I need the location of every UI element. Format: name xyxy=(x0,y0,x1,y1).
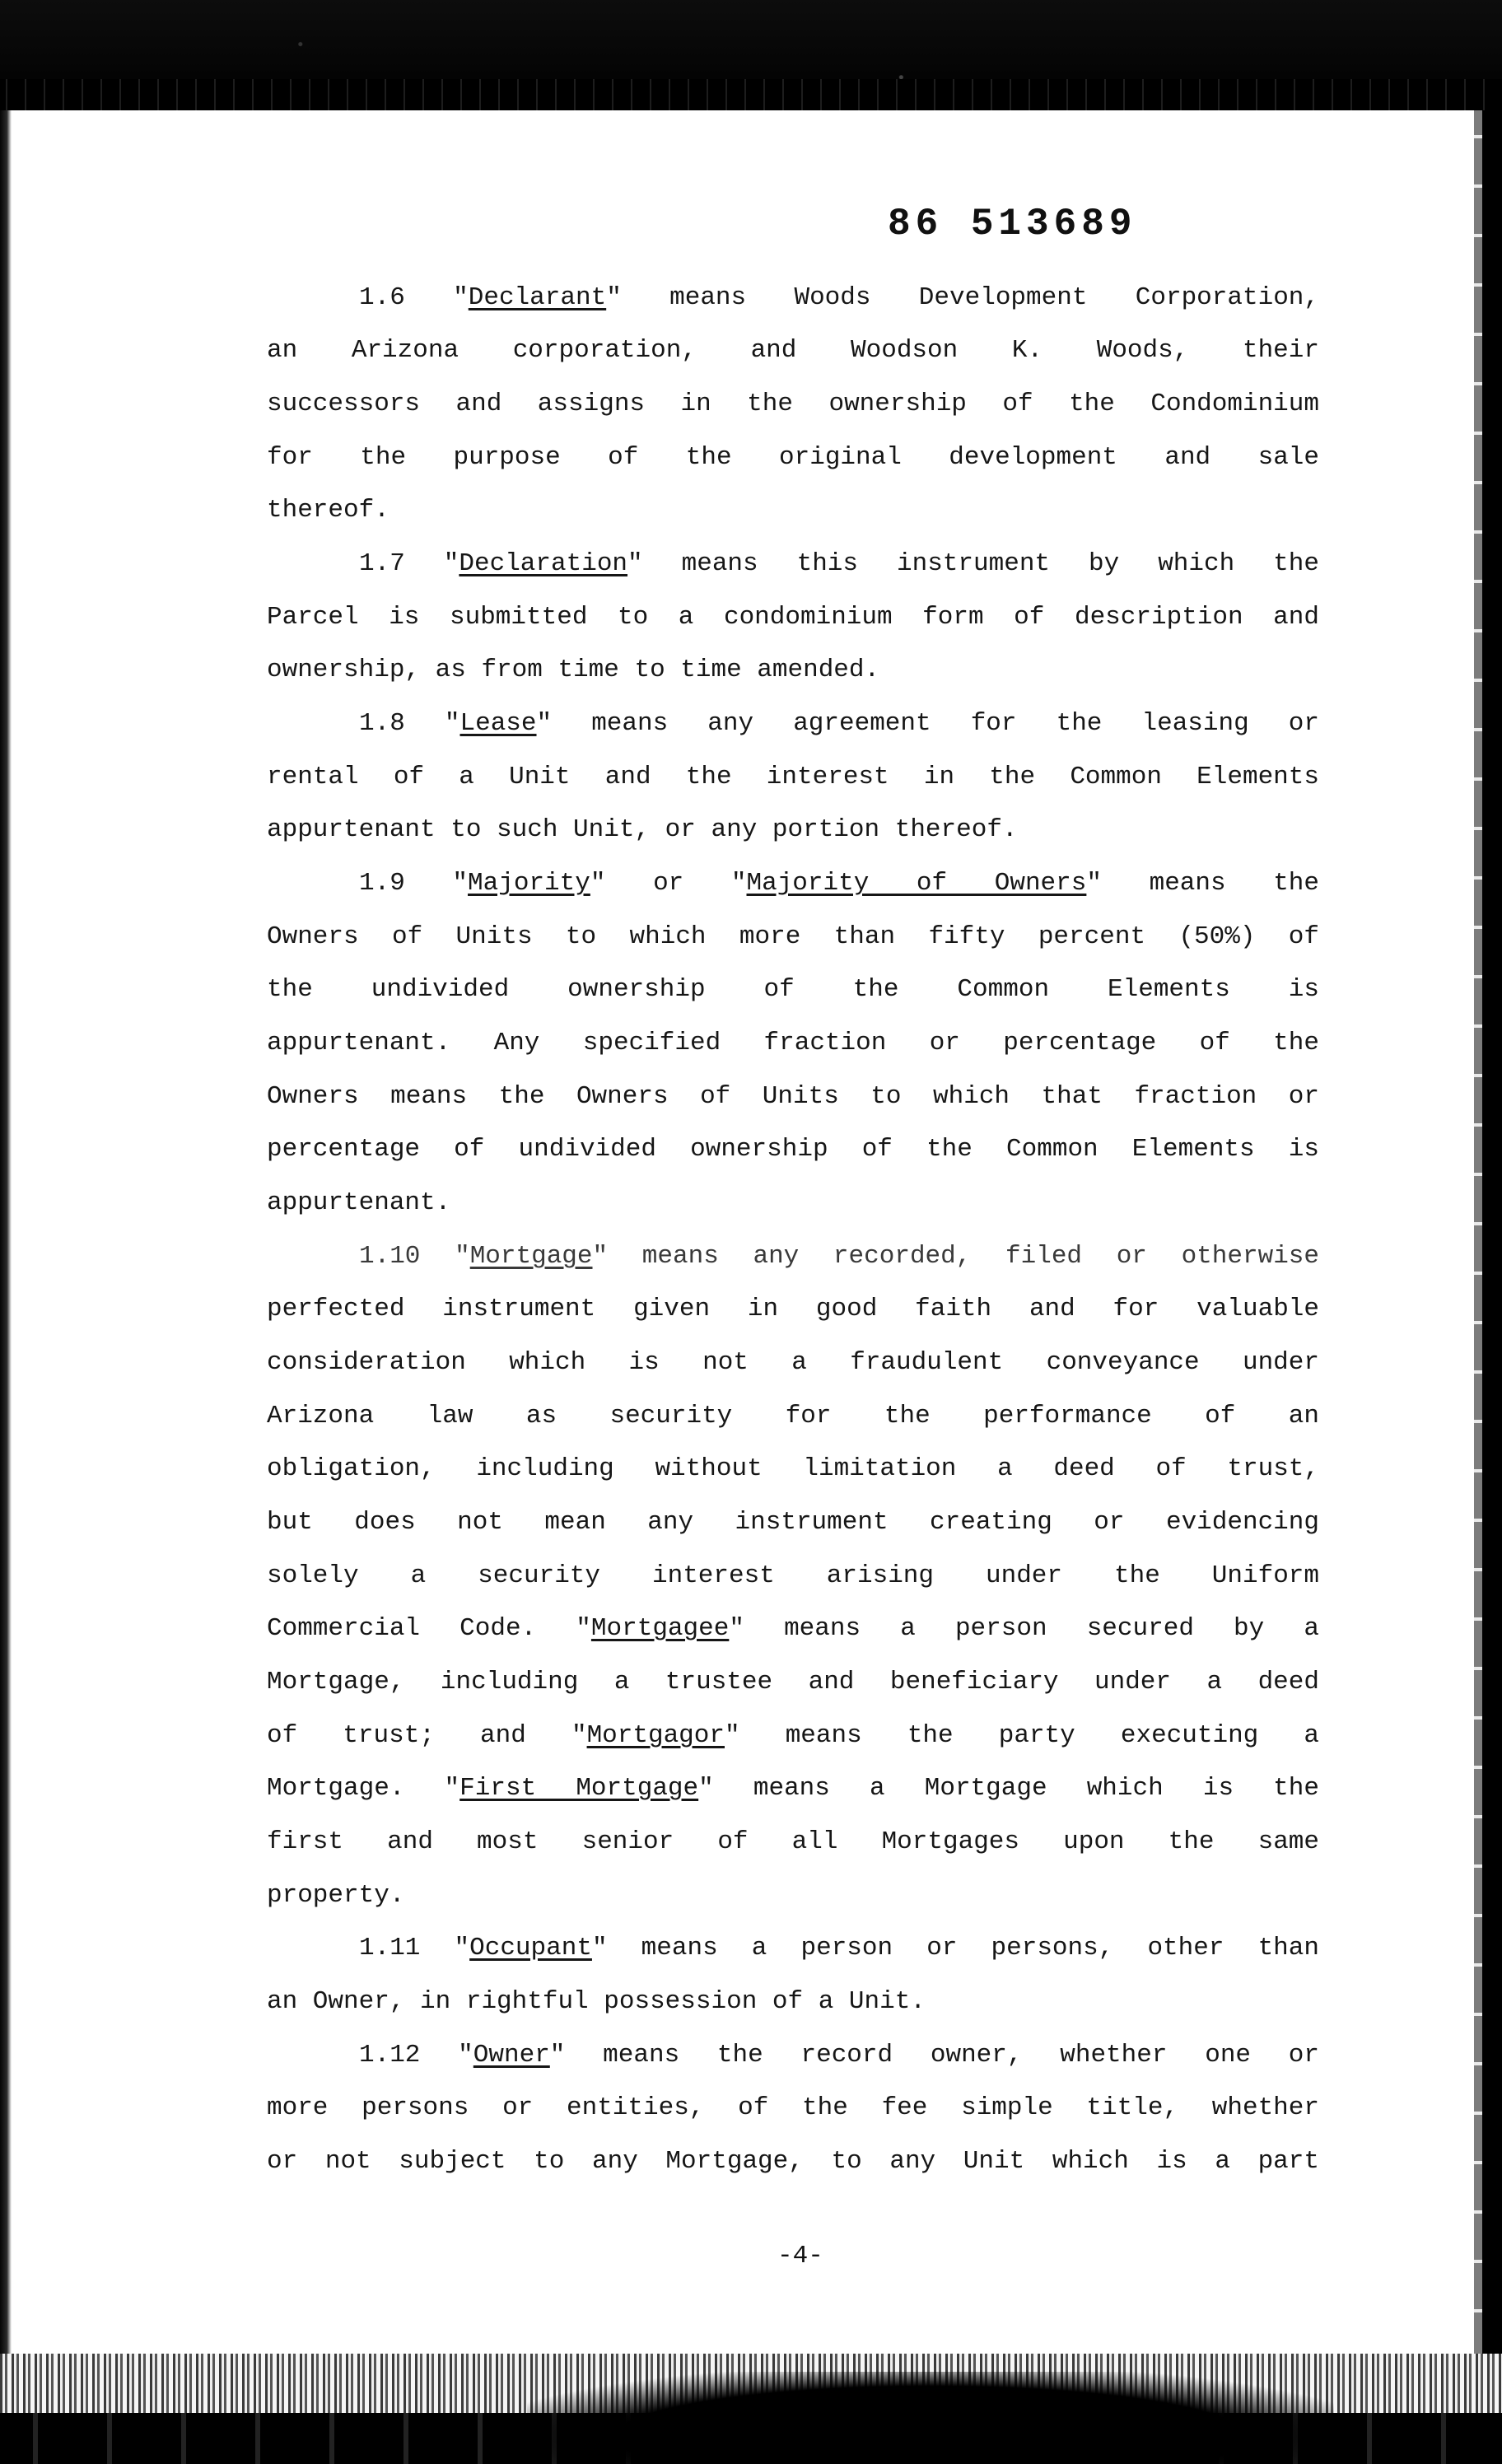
paragraph-1-12-line-3: or not subject to any Mortgage, to any Unit which is a part xyxy=(267,2147,1319,2176)
scan-right-border xyxy=(1482,110,1502,2383)
paragraph-1-8-line-2: rental of a Unit and the interest in the Common Elements xyxy=(267,763,1319,791)
paragraph-1-8-line-3: appurtenant to such Unit, or any portion thereof. xyxy=(267,815,1018,844)
scan-bottom-blot xyxy=(527,2372,1334,2464)
paragraph-1-10-line-2: perfected instrument given in good faith and for valuable xyxy=(267,1295,1319,1323)
scan-left-border xyxy=(0,110,12,2383)
paragraph-1-7-line-2: Parcel is submitted to a condominium form of description and xyxy=(267,603,1319,632)
paragraph-1-11-line-1: 1.11 "Occupant" means a person or persons, other than xyxy=(359,1934,1319,1962)
defined-term-majority-of-owners: Majority of Owners xyxy=(746,869,1087,898)
defined-term-mortgagor: Mortgagor xyxy=(586,1721,725,1750)
paragraph-1-10-line-9: Mortgage, including a trustee and beneficiary under a deed xyxy=(267,1668,1319,1696)
paragraph-1-10-line-12: first and most senior of all Mortgages upon the same xyxy=(267,1827,1319,1856)
paragraph-1-9-line-2: Owners of Units to which more than fifty percent (50%) of xyxy=(267,922,1319,951)
paragraph-1-10-line-8: Commercial Code. "Mortgagee" means a person secured by a xyxy=(267,1614,1319,1643)
paragraph-1-9-line-3: the undivided ownership of the Common Elements is xyxy=(267,975,1319,1004)
paragraph-1-10-line-6: but does not mean any instrument creating or evidencing xyxy=(267,1508,1319,1537)
paragraph-1-10-line-11: Mortgage. "First Mortgage" means a Mortgage which is the xyxy=(267,1774,1319,1803)
paragraph-1-9-line-7: appurtenant. xyxy=(267,1188,451,1217)
page-number: -4- xyxy=(777,2242,823,2270)
paragraph-1-10-line-5: obligation, including without limitation a deed of trust, xyxy=(267,1454,1319,1483)
paragraph-1-6-line-3: successors and assigns in the ownership of the Condominium xyxy=(267,390,1319,418)
paragraph-1-6-line-5: thereof. xyxy=(267,496,389,525)
defined-term-first-mortgage: First Mortgage xyxy=(459,1774,699,1803)
defined-term-owner: Owner xyxy=(473,2041,550,2070)
paragraph-1-12-line-1: 1.12 "Owner" means the record owner, whether one or xyxy=(359,2041,1319,2070)
paragraph-1-12-line-2: more persons or entities, of the fee simple title, whether xyxy=(267,2093,1319,2122)
defined-term-majority: Majority xyxy=(468,869,590,898)
defined-term-lease: Lease xyxy=(459,709,537,738)
paragraph-1-7-line-3: ownership, as from time to time amended. xyxy=(267,656,880,684)
paragraph-1-6-line-1: 1.6 "Declarant" means Woods Development Corporation, xyxy=(359,283,1320,312)
document-number: 86 513689 xyxy=(888,203,1137,245)
paragraph-1-6-line-4: for the purpose of the original development and sale xyxy=(267,443,1319,472)
paragraph-1-8-line-1: 1.8 "Lease" means any agreement for the leasing or xyxy=(359,709,1319,738)
defined-term-declarant: Declarant xyxy=(468,283,607,312)
defined-term-mortgage: Mortgage xyxy=(469,1242,593,1271)
paragraph-1-10-line-10: of trust; and "Mortgagor" means the party executing a xyxy=(267,1721,1319,1750)
paragraph-1-7-line-1: 1.7 "Declaration" means this instrument by which the xyxy=(359,549,1319,578)
defined-term-declaration: Declaration xyxy=(459,549,628,578)
paragraph-1-9-line-6: percentage of undivided ownership of the Common Elements is xyxy=(267,1135,1319,1164)
paragraph-1-10-line-1: 1.10 "Mortgage" means any recorded, filed or otherwise xyxy=(359,1242,1319,1271)
paragraph-1-6-line-2: an Arizona corporation, and Woodson K. Woods, their xyxy=(267,336,1319,365)
paragraph-1-9-line-5: Owners means the Owners of Units to which that fraction or xyxy=(267,1082,1319,1111)
paragraph-1-10-line-4: Arizona law as security for the performance of an xyxy=(267,1402,1319,1430)
paragraph-1-9-line-4: appurtenant. Any specified fraction or percentage of the xyxy=(267,1029,1319,1057)
paragraph-1-10-line-13: property. xyxy=(267,1881,405,1910)
defined-term-mortgagee: Mortgagee xyxy=(590,1614,730,1643)
defined-term-occupant: Occupant xyxy=(469,1934,592,1962)
paragraph-1-10-line-7: solely a security interest arising under the Uniform xyxy=(267,1561,1319,1590)
paragraph-1-11-line-2: an Owner, in rightful possession of a Unit. xyxy=(267,1987,926,2016)
scan-top-border xyxy=(0,0,1502,110)
paragraph-1-9-line-1: 1.9 "Majority" or "Majority of Owners" means the xyxy=(359,869,1320,898)
paragraph-1-10-line-3: consideration which is not a fraudulent conveyance under xyxy=(267,1348,1319,1377)
